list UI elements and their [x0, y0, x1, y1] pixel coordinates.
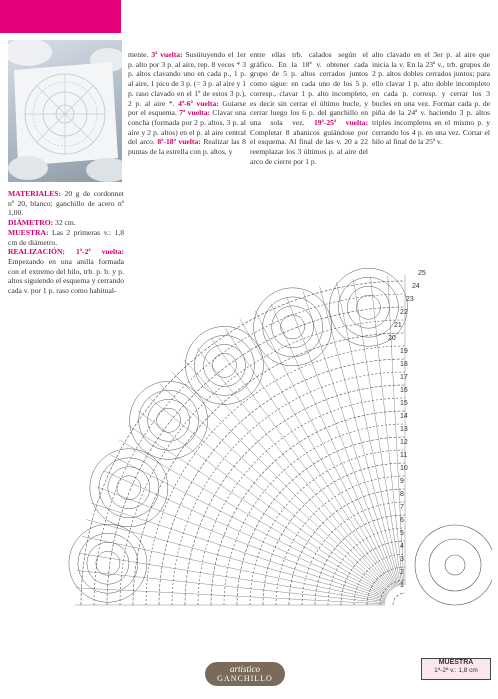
instructions-label: REALIZACIÓN: 1ª-2ª vuelta:	[8, 247, 124, 257]
text-column-2	[128, 50, 246, 157]
text-column-4	[372, 50, 490, 147]
diameter-label: DIÁMETRO:	[8, 218, 54, 228]
round-3-label: 3ª vuelta:	[151, 50, 183, 59]
materials-text: 20 g de cordonnet nº 20, blanco; ganchillo de acero nº 1,00.	[8, 189, 124, 218]
materials-label: MATERIALES:	[8, 189, 62, 198]
round-7-label: 7ª vuelta:	[179, 108, 211, 118]
gauge-legend-text: 1ª-2ª v.: 1,8 cm	[434, 667, 478, 674]
round-number-label: 9	[400, 478, 404, 485]
logo-line-2: GANCHILLO	[217, 674, 273, 683]
gauge-legend-title: MUESTRA	[438, 659, 474, 666]
round-number-label: 4	[400, 543, 404, 550]
col3-text-start: entre ellas trb. calados según el gráfico. En la 18ª v. obtener cada grupo de 5 p. altos cerrados juntos como sigue: en cada uno de los 5 p. corresp., clavar 1 p. alto incompleto, es decir sin cerrar el último bucle, y cerrar luego los 6 p. del ganchillo en una sola vez.	[250, 50, 368, 127]
round-number-label: 8	[400, 491, 404, 498]
round-number-label: 21	[394, 322, 402, 329]
round-7-text: Clavar una concha (formada por 2 p. altos, 3 p. al aire y 2 p. altos) en el p. al aire central del arco.	[128, 108, 246, 147]
round-4-6-text: Guiarse por el esquema.	[128, 98, 247, 118]
gauge-text: Las 2 primeras v.: 1,8 cm de diámetro.	[8, 227, 124, 247]
round-number-label: 19	[400, 348, 408, 355]
round-3-text: Sustituyendo el 1er p. alto por 3 p. al aire, rep. 8 veces * 3 p. altos clavando uno en cada p., 1 p. al aire, 1 pico de 3 p. (= 3 p. al aire y 1 p. raso clavado en el 1º de estos 3 p.), 2 p. al aire *.	[128, 50, 247, 108]
logo-line-1: artistico	[229, 664, 260, 674]
round-number-label: 6	[400, 517, 404, 524]
round-number-label: 2	[400, 569, 404, 576]
round-8-18-label: 8ª-18ª vuelta:	[157, 137, 201, 147]
round-number-label: 10	[400, 465, 408, 472]
instructions-text: Empezando en una anilla formada con el extremo del hilo, trb. p. b. y p. altos siguiendo el esquema y cerrando cada v. por 1 p. raso como habitual-	[8, 256, 124, 296]
round-number-label: 14	[400, 413, 408, 420]
round-number-label: 7	[400, 504, 404, 511]
round-number-label: 24	[412, 283, 420, 290]
round-number-label: 25	[418, 270, 426, 277]
round-number-label: 3	[400, 556, 404, 563]
round-number-label: 23	[406, 296, 414, 303]
round-4-6-label: 4ª-6ª vuelta:	[178, 98, 219, 108]
round-number-label: 18	[400, 361, 408, 368]
diameter-text: 32 cm.	[53, 218, 76, 228]
round-number-label: 16	[400, 387, 408, 394]
round-number-label: 5	[400, 530, 404, 537]
magenta-corner-block	[0, 0, 121, 33]
round-number-label: 17	[400, 374, 408, 381]
round-number-label: 15	[400, 400, 408, 407]
crochet-chart-diagram	[60, 205, 492, 635]
round-number-label: 20	[388, 335, 396, 342]
gauge-legend-box	[421, 658, 491, 680]
round-number-label: 22	[400, 309, 408, 316]
doily-cushion-photo	[8, 40, 122, 182]
col2-text-start: mente.	[128, 50, 152, 59]
col4-text: alto clavado en el 3er p. al aire que inicia la v. En la 23ª v., trb. grupos de 2 p. altos dobles cerrados juntos; para ello clavar 1 p. alto doble incompleto en cada p. corresp. y cerrar los 3 bucles en una vez. Formar cada p. de piña de la 24ª v. haciendo 3 p. altos triples incompletos en el mismo p. y cerrando los 4 p. en una vez. Cortar el hilo al final de la 25ª v.	[372, 50, 490, 147]
round-19-25-label: 19ª-25ª vuelta:	[313, 117, 368, 127]
round-number-label: 12	[400, 439, 408, 446]
artistico-ganchillo-logo	[205, 662, 285, 686]
round-number-label: 1	[400, 582, 404, 589]
round-19-25-text: Completar 8 abanicos guiándose por el esquema. Al final de las v. 20 a 22 reemplazar los 3 últimos p. al aire del arco de cierre por 1 p.	[250, 127, 368, 166]
round-number-label: 11	[400, 452, 408, 459]
round-8-18-text: Realizar las 8 puntas de la estrella con p. altos, y	[128, 137, 246, 157]
round-number-label: 13	[400, 426, 408, 433]
text-column-3	[250, 50, 368, 166]
gauge-label: MUESTRA:	[8, 227, 49, 237]
